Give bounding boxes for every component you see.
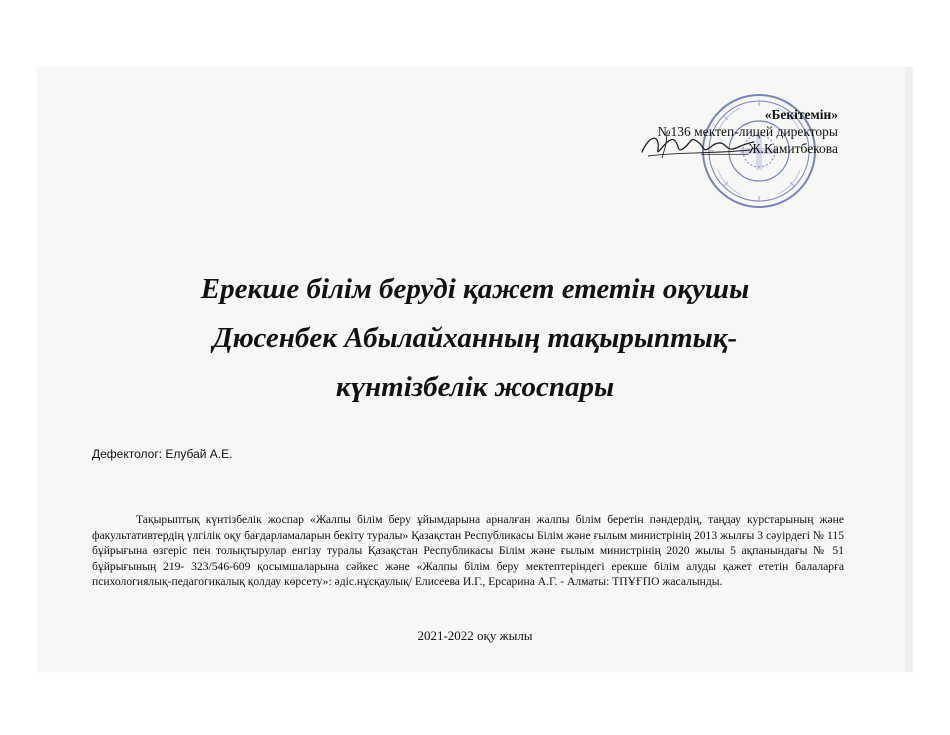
director-signature [638,128,758,162]
document-title-line-2: Дюсенбек Абылайханның тақырыптық- [212,322,738,354]
document-title-line-1: Ерекше білім беруді қажет ететін оқушы [200,273,750,305]
approval-name: Ж.Камитбекова [748,141,838,156]
document-title-line-3: күнтізбелік жоспары [335,371,615,403]
approval-title: «Бекітемін» [764,107,838,122]
basis-paragraph: Тақырыптық күнтізбелік жоспар «Жалпы білім беру ұйымдарына арналған жалпы білім беретін пәндердің, таңдау курстарының және факультативтердің үлгілік оқу бағдарламаларын бекіту туралы» Қазақстан Республикасы Білім және ғылым министрінің 2013 жылғы 3 сәуірдегі № 115 бұйрығына өзгеріс пен толықтырулар енгізу туралы Қазақстан Республикасы Білім және ғылым министрінің 2020 жылы 5 ақпанындағы № 51 бұйрығының 219- 323/546-609 қосымшаларына сәйкес және «Жалпы білім беру мектептеріндегі ерекше білім алуды қажет ететін балаларға психологиялық-педагогикалық қолдау көрсету»: әдіс.нұсқаулық/ Елисеева И.Г., Ерсарина А.Г. - Алматы: ТПҰҒПО жасалынды. [92,513,844,588]
defectologist-label: Дефектолог: Елубай А.Е. [92,447,233,461]
academic-year: 2021-2022 оқу жылы [417,628,533,643]
signature-line: _______ [701,141,749,156]
page-edge [905,67,913,672]
approval-position: №136 мектеп-лицей директоры [657,124,838,139]
